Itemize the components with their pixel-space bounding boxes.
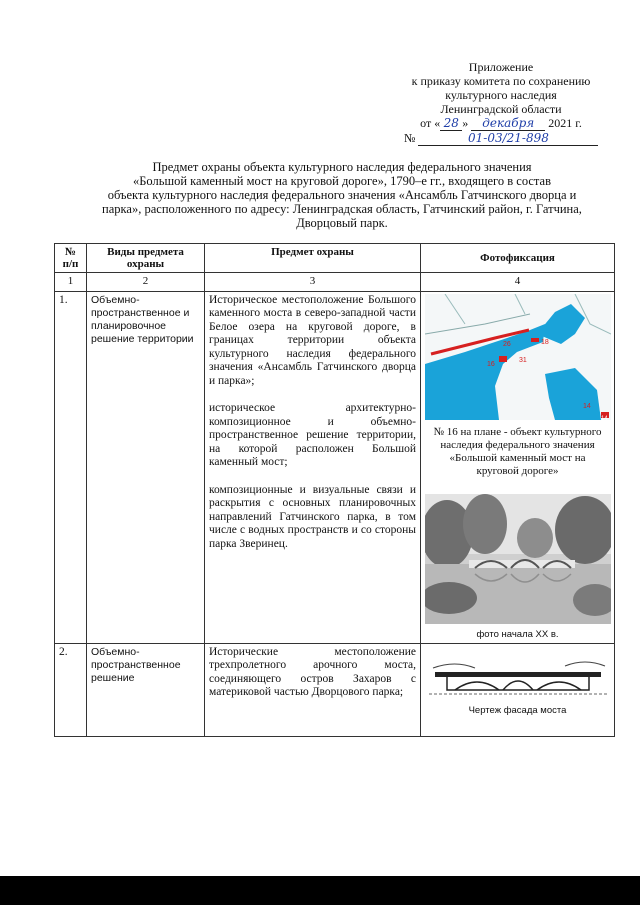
photo-caption: фото начала XX в.	[476, 628, 559, 640]
map-label-14b: 14	[601, 415, 608, 420]
title-line4: парка», расположенного по адресу: Ленинградская область, Гатчинский район, г. Гатчина,	[102, 202, 582, 216]
map-label-14a: 14	[583, 402, 591, 410]
map-label-16: 16	[487, 360, 495, 368]
appendix-date	[370, 116, 632, 131]
row1-subject-p2: историческое архитектурно-композиционное и объемно-пространственное решение территории, на которой расположен Большой каменный мост;	[209, 402, 416, 468]
header-num: № п/п	[55, 244, 87, 273]
appendix-line1: Приложение	[468, 60, 534, 74]
appendix-header	[370, 60, 632, 146]
protection-table	[54, 243, 615, 737]
historic-bridge-photo	[425, 494, 611, 624]
date-day: 28	[443, 116, 459, 130]
col-num-3: 3	[205, 273, 421, 292]
row1-photo	[421, 291, 615, 643]
row1-subject-p1: Историческое местоположение Большого каменного моста в северо-западной части Белое озера на круговой дороге, в границах территории объекта культурного наследия федерального значения «Ансамбль Гатчинского дворца и парка»;	[209, 293, 416, 387]
document-title	[72, 160, 612, 230]
title-line3: объекта культурного наследия федерального значения «Ансамбль Гатчинского дворца и	[107, 188, 577, 202]
appendix-line4: Ленинградской области	[440, 102, 562, 116]
date-prefix: от «	[420, 116, 441, 130]
header-photo: Фотофиксация	[421, 244, 615, 273]
title-line2: «Большой каменный мост на круговой дороге», 1790–е гг., входящего в состав	[133, 174, 551, 188]
bridge-facade-drawing	[425, 654, 611, 700]
map-label-26: 26	[503, 340, 511, 348]
row2-subject-p1: Исторические местоположение трехпролетного арочного моста, соединяющего остров Захаров с материковой частью Дворцового парка;	[209, 645, 416, 698]
header-type: Виды предмета охраны	[87, 244, 205, 273]
row1-num: 1.	[55, 291, 87, 643]
table-row	[55, 643, 615, 736]
appendix-number	[370, 131, 632, 146]
row2-type: Объемно-пространственное решение	[87, 643, 205, 736]
row1-subject-p3: композиционные и визуальные связи и раскрытия с основных планировочных направлений Гатчинского парка, в том числе с водных пространств и со стороны парка Зверинец.	[209, 483, 416, 550]
row2-drawing	[421, 643, 615, 736]
drawing-caption: Чертеж фасада моста	[468, 704, 567, 716]
date-year: 2021 г.	[548, 116, 582, 130]
column-number-row	[55, 273, 615, 292]
row2-subject	[205, 643, 421, 736]
row2-num: 2.	[55, 643, 87, 736]
site-plan-map	[425, 294, 611, 420]
col-num-1: 1	[55, 273, 87, 292]
date-mid: »	[462, 116, 469, 130]
date-month: декабря	[482, 116, 535, 130]
title-line1: Предмет охраны объекта культурного наследия федерального значения	[152, 160, 532, 174]
row1-type: Объемно-пространственное и планировочное решение территории	[87, 291, 205, 643]
map-label-31: 31	[519, 356, 527, 364]
table-row	[55, 291, 615, 643]
scan-bottom-border	[0, 876, 640, 905]
col-num-4: 4	[421, 273, 615, 292]
appendix-line3: культурного наследия	[445, 88, 557, 102]
map-caption: № 16 на плане - объект культурного наследия федерального значения «Большой каменный мост на круговой дороге»	[433, 425, 602, 477]
header-subject: Предмет охраны	[205, 244, 421, 273]
appendix-line2: к приказу комитета по сохранению	[411, 74, 591, 88]
col-num-2: 2	[87, 273, 205, 292]
number-value: 01-03/21-898	[468, 131, 549, 145]
title-line5: Дворцовый парк.	[296, 216, 388, 230]
row1-subject	[205, 291, 421, 643]
number-prefix: №	[404, 131, 416, 145]
map-label-18: 18	[541, 338, 549, 346]
table-header-row	[55, 244, 615, 273]
